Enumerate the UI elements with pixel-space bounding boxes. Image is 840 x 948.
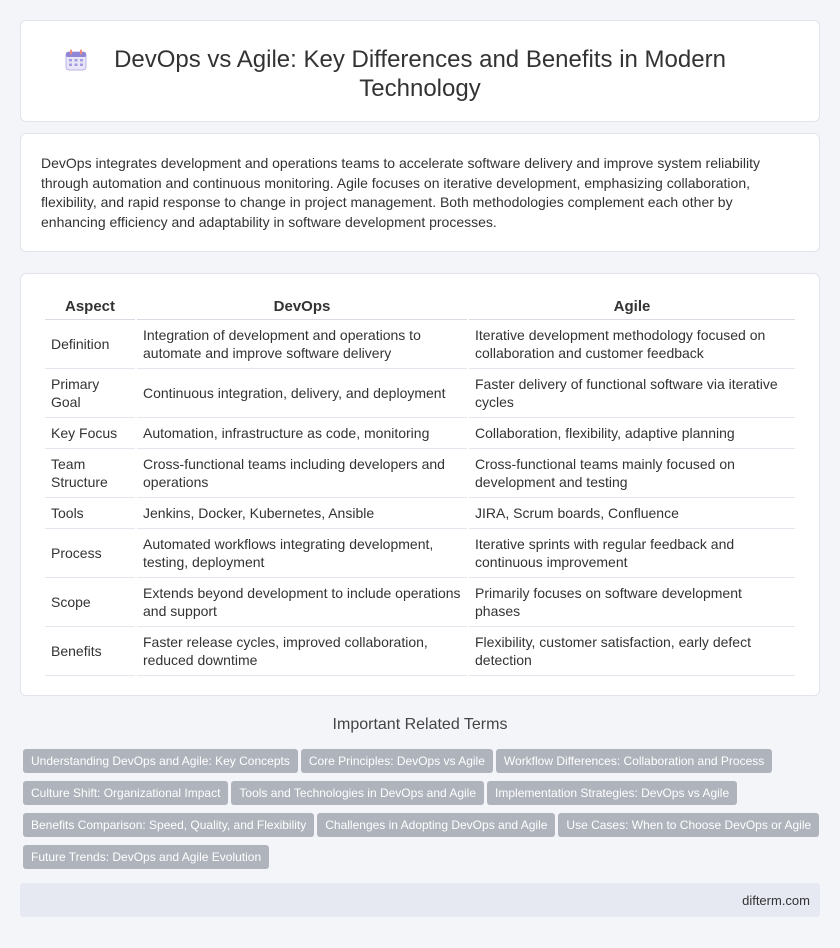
- cell-aspect: Tools: [45, 498, 135, 529]
- cell-agile: Iterative sprints with regular feedback and continuous improvement: [469, 529, 795, 578]
- related-term-tag[interactable]: Tools and Technologies in DevOps and Agile: [231, 781, 484, 805]
- related-term-tag[interactable]: Benefits Comparison: Speed, Quality, and Flexibility: [23, 813, 314, 837]
- related-term-tag[interactable]: Use Cases: When to Choose DevOps or Agile: [558, 813, 819, 837]
- comparison-table: [43, 294, 797, 676]
- intro-text: DevOps integrates development and operations teams to accelerate software delivery and improve system reliability through automation and continuous monitoring. Agile focuses on iterative development, emphasizing collaboration, flexibility, and rapid response to change in project management. Both methodologies complement each other by enhancing efficiency and adaptability in software development processes.: [41, 155, 761, 230]
- cell-aspect: Benefits: [45, 627, 135, 676]
- related-term-tag[interactable]: Understanding DevOps and Agile: Key Concepts: [23, 749, 298, 773]
- page-title-line-1: DevOps vs Agile: Key Differences and Benefits in Modern: [114, 46, 726, 73]
- related-term-tag[interactable]: Implementation Strategies: DevOps vs Agile: [487, 781, 737, 805]
- header-agile: Agile: [469, 294, 795, 320]
- cell-devops: Automated workflows integrating development, testing, deployment: [137, 529, 467, 578]
- title-card: [20, 20, 820, 122]
- cell-agile: Primarily focuses on software development phases: [469, 578, 795, 627]
- page-title-line-2: Technology: [359, 75, 481, 102]
- table-row: [45, 418, 795, 449]
- comparison-table-card: [20, 273, 820, 696]
- cell-agile: Flexibility, customer satisfaction, early defect detection: [469, 627, 795, 676]
- cell-agile: JIRA, Scrum boards, Confluence: [469, 498, 795, 529]
- related-terms-title: Important Related Terms: [332, 716, 508, 733]
- related-term-tag[interactable]: Core Principles: DevOps vs Agile: [301, 749, 493, 773]
- cell-devops: Integration of development and operations to automate and improve software delivery: [137, 320, 467, 369]
- cell-aspect: Process: [45, 529, 135, 578]
- cell-aspect: Team Structure: [45, 449, 135, 498]
- calendar-icon: [64, 48, 88, 72]
- cell-devops: Jenkins, Docker, Kubernetes, Ansible: [137, 498, 467, 529]
- related-term-tag[interactable]: Future Trends: DevOps and Agile Evolution: [23, 845, 269, 869]
- table-row: [45, 320, 795, 369]
- table-row: [45, 449, 795, 498]
- cell-devops: Continuous integration, delivery, and deployment: [137, 369, 467, 418]
- related-term-tag[interactable]: Culture Shift: Organizational Impact: [23, 781, 228, 805]
- footer: [20, 883, 820, 917]
- cell-devops: Extends beyond development to include operations and support: [137, 578, 467, 627]
- header-devops: DevOps: [137, 294, 467, 320]
- table-row: [45, 498, 795, 529]
- header-aspect: Aspect: [45, 294, 135, 320]
- table-row: [45, 627, 795, 676]
- table-header-row: [45, 294, 795, 320]
- related-term-tag[interactable]: Challenges in Adopting DevOps and Agile: [317, 813, 555, 837]
- table-row: [45, 578, 795, 627]
- page-title: [114, 45, 726, 103]
- cell-aspect: Definition: [45, 320, 135, 369]
- cell-aspect: Primary Goal: [45, 369, 135, 418]
- cell-agile: Collaboration, flexibility, adaptive planning: [469, 418, 795, 449]
- title-wrap: [114, 45, 726, 103]
- cell-aspect: Key Focus: [45, 418, 135, 449]
- cell-aspect: Scope: [45, 578, 135, 627]
- intro-card: [20, 133, 820, 252]
- cell-devops: Cross-functional teams including developers and operations: [137, 449, 467, 498]
- related-term-tag[interactable]: Workflow Differences: Collaboration and Process: [496, 749, 772, 773]
- footer-site-link[interactable]: difterm.com: [742, 893, 810, 908]
- cell-devops: Faster release cycles, improved collaboration, reduced downtime: [137, 627, 467, 676]
- table-row: [45, 529, 795, 578]
- cell-agile: Cross-functional teams mainly focused on development and testing: [469, 449, 795, 498]
- cell-agile: Faster delivery of functional software via iterative cycles: [469, 369, 795, 418]
- cell-devops: Automation, infrastructure as code, monitoring: [137, 418, 467, 449]
- related-terms-list: [23, 749, 823, 877]
- cell-agile: Iterative development methodology focused on collaboration and customer feedback: [469, 320, 795, 369]
- table-row: [45, 369, 795, 418]
